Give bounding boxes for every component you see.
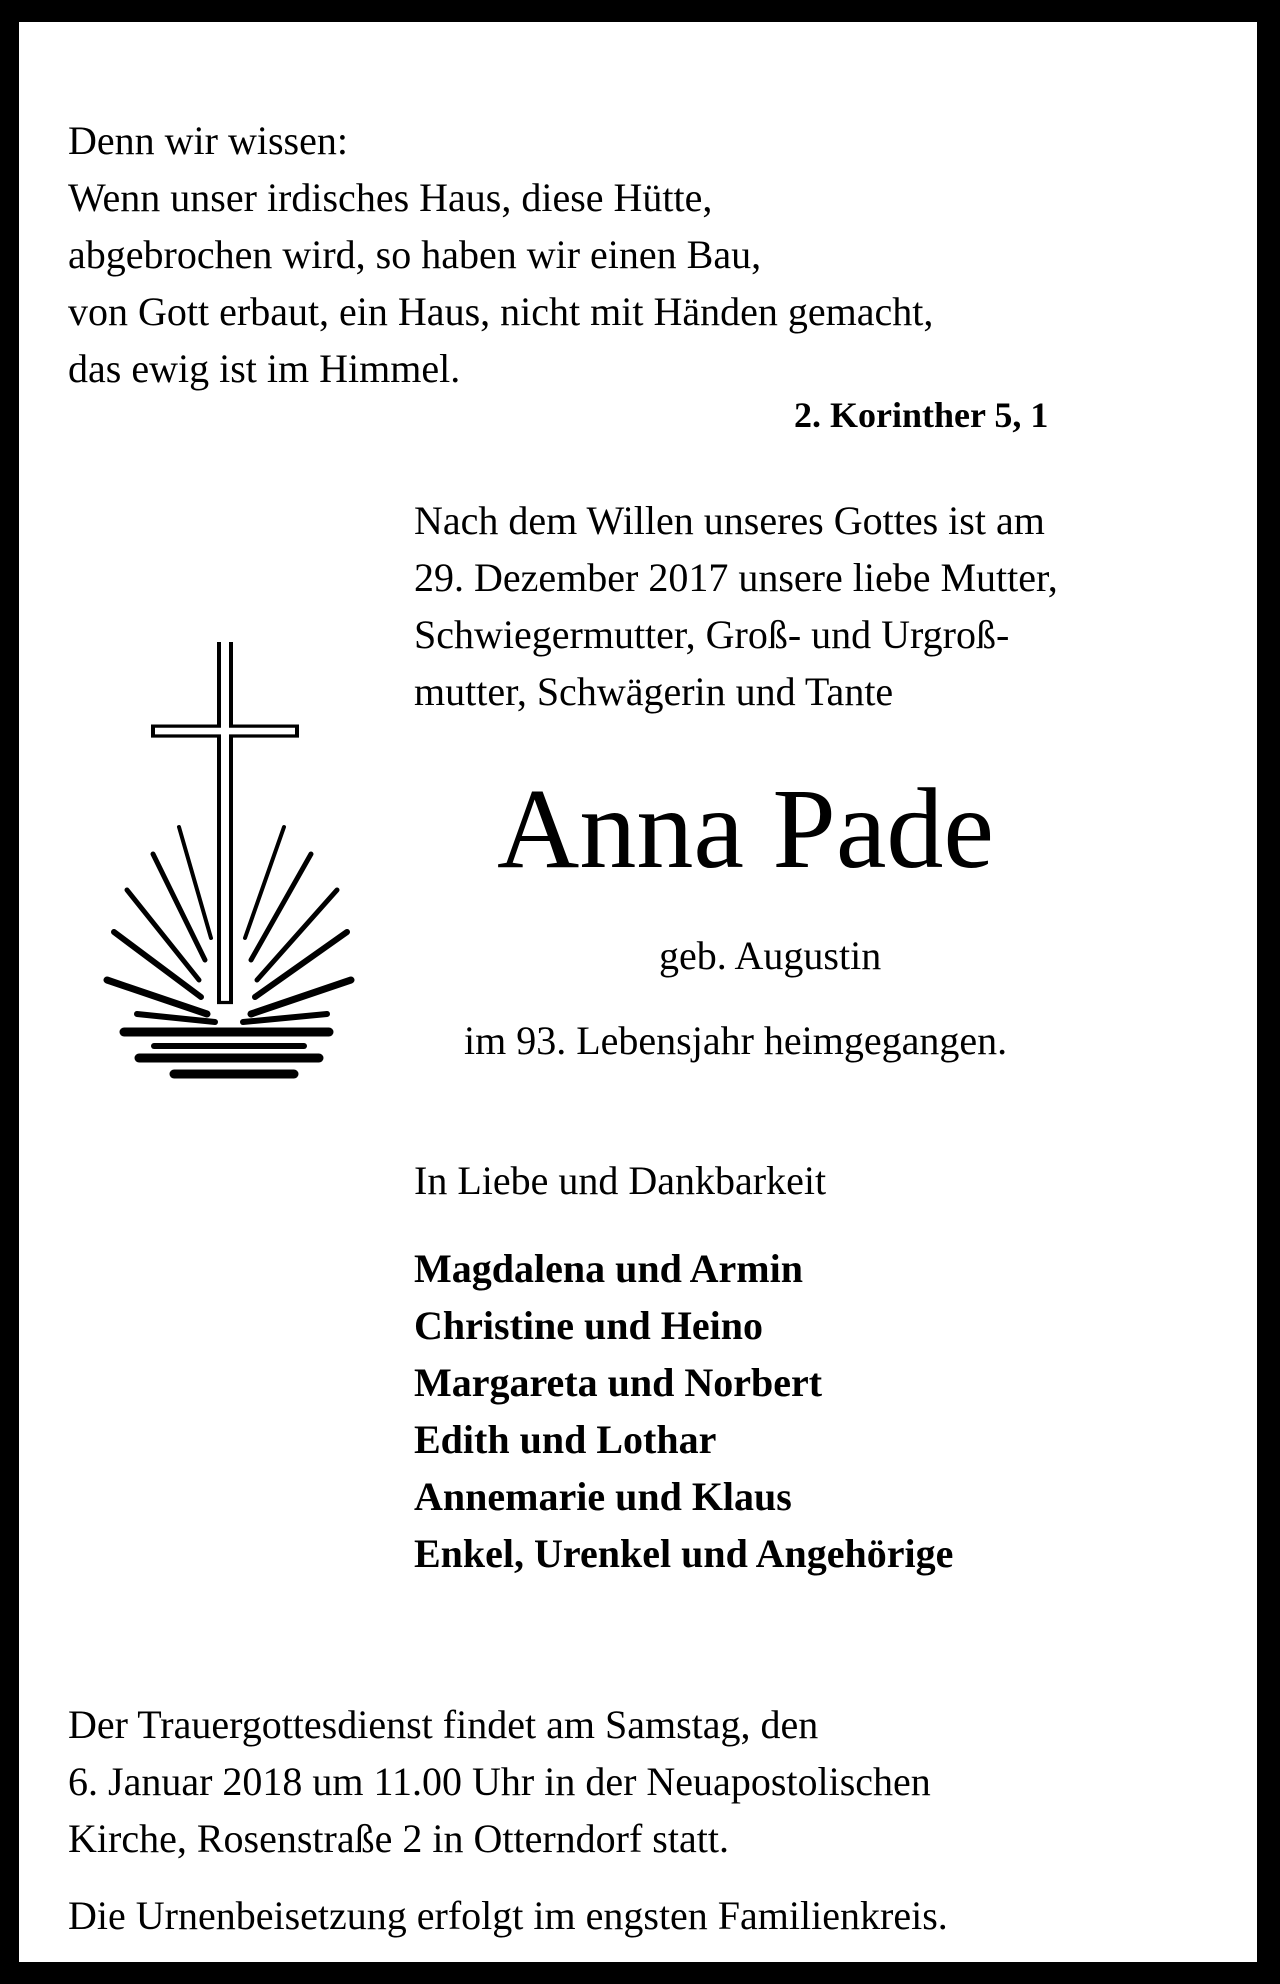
age-line: im 93. Lebensjahr heimgegangen. (464, 1018, 1008, 1063)
obituary-card (19, 22, 1257, 1962)
service-line: Kirche, Rosenstraße 2 in Otterndorf statt. (68, 1816, 729, 1861)
burial-info: Die Urnenbeisetzung erfolgt im engsten Familienkreis. (68, 1893, 948, 1938)
service-line: Der Trauergottesdienst findet am Samstag, den (68, 1702, 819, 1747)
mourner-name: Magdalena und Armin (414, 1246, 803, 1291)
service-line: 6. Januar 2018 um 11.00 Uhr in der Neuapostolischen (68, 1759, 931, 1804)
mourner-name: Enkel, Urenkel und Angehörige (414, 1531, 954, 1576)
service-info (68, 1696, 931, 1867)
mourner-name: Margareta und Norbert (414, 1360, 823, 1405)
bible-verse (68, 112, 933, 397)
mourners-intro: In Liebe und Dankbarkeit (414, 1158, 827, 1203)
announcement-line: Schwiegermutter, Groß- und Urgroß- (414, 612, 1010, 657)
verse-line: Wenn unser irdisches Haus, diese Hütte, (68, 175, 713, 220)
verse-line: das ewig ist im Himmel. (68, 346, 461, 391)
mourners-list (414, 1240, 953, 1582)
announcement-line: 29. Dezember 2017 unsere liebe Mutter, (414, 555, 1058, 600)
announcement-line: mutter, Schwägerin und Tante (414, 669, 894, 714)
cross-sunrise-waves-icon (79, 642, 399, 1082)
deceased-name: Anna Pade (497, 765, 995, 892)
announcement-text (414, 492, 1058, 720)
announcement-line: Nach dem Willen unseres Gottes ist am (414, 498, 1045, 543)
verse-line: von Gott erbaut, ein Haus, nicht mit Händen gemacht, (68, 289, 934, 334)
verse-reference: 2. Korinther 5, 1 (794, 395, 1049, 435)
verse-line: Denn wir wissen: (68, 118, 348, 163)
mourner-name: Edith und Lothar (414, 1417, 717, 1462)
mourner-name: Christine und Heino (414, 1303, 763, 1348)
mourner-name: Annemarie und Klaus (414, 1474, 792, 1519)
maiden-name: geb. Augustin (659, 933, 882, 978)
verse-line: abgebrochen wird, so haben wir einen Bau, (68, 232, 762, 277)
